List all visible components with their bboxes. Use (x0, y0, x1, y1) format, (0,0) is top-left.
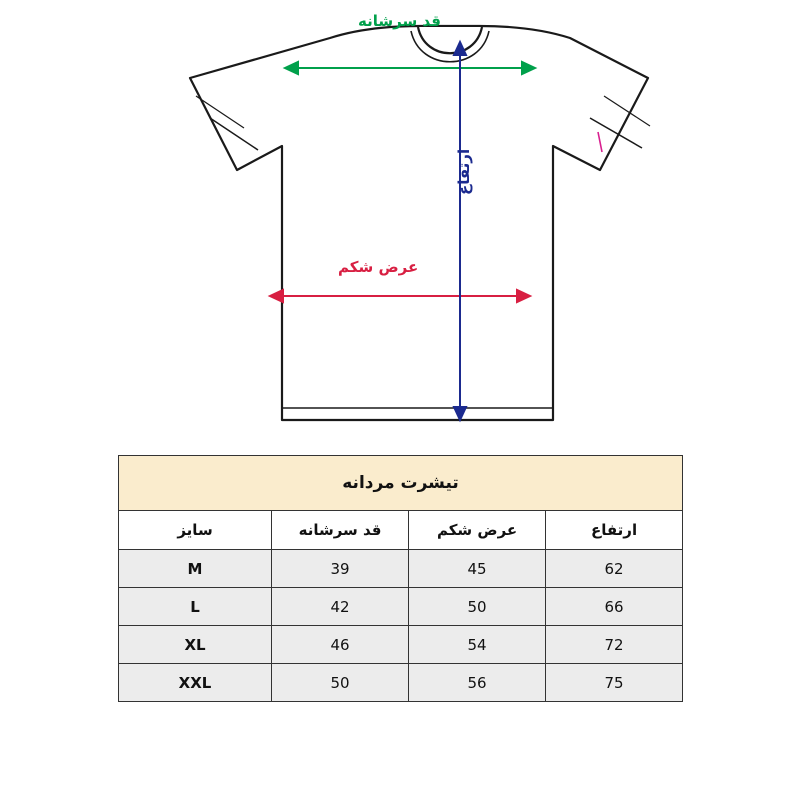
cell-height: 72 (546, 626, 683, 664)
column-header-height: ارتفاع (546, 511, 683, 550)
cell-shoulder: 39 (272, 550, 409, 588)
column-header-chest: عرض شکم (409, 511, 546, 550)
cell-height: 62 (546, 550, 683, 588)
shoulder-dimension-label: قد سرشانه (358, 12, 441, 30)
table-row (119, 664, 683, 702)
cell-size: M (119, 550, 272, 588)
cell-size: XXL (119, 664, 272, 702)
table-title-row (119, 456, 683, 511)
cell-chest: 54 (409, 626, 546, 664)
cell-shoulder: 50 (272, 664, 409, 702)
cell-size: L (119, 588, 272, 626)
column-header-size: سایز (119, 511, 272, 550)
height-dimension-label: ارتفاع (455, 148, 473, 195)
table-row (119, 550, 683, 588)
table-title: تیشرت مردانه (119, 456, 683, 511)
cell-chest: 50 (409, 588, 546, 626)
cell-size: XL (119, 626, 272, 664)
column-header-shoulder: قد سرشانه (272, 511, 409, 550)
size-table (118, 455, 683, 702)
chest-dimension-label: عرض شکم (338, 258, 419, 276)
table-row (119, 588, 683, 626)
cell-chest: 45 (409, 550, 546, 588)
table-row (119, 626, 683, 664)
cell-shoulder: 46 (272, 626, 409, 664)
table-header-row (119, 511, 683, 550)
cell-shoulder: 42 (272, 588, 409, 626)
cell-chest: 56 (409, 664, 546, 702)
cell-height: 75 (546, 664, 683, 702)
cell-height: 66 (546, 588, 683, 626)
